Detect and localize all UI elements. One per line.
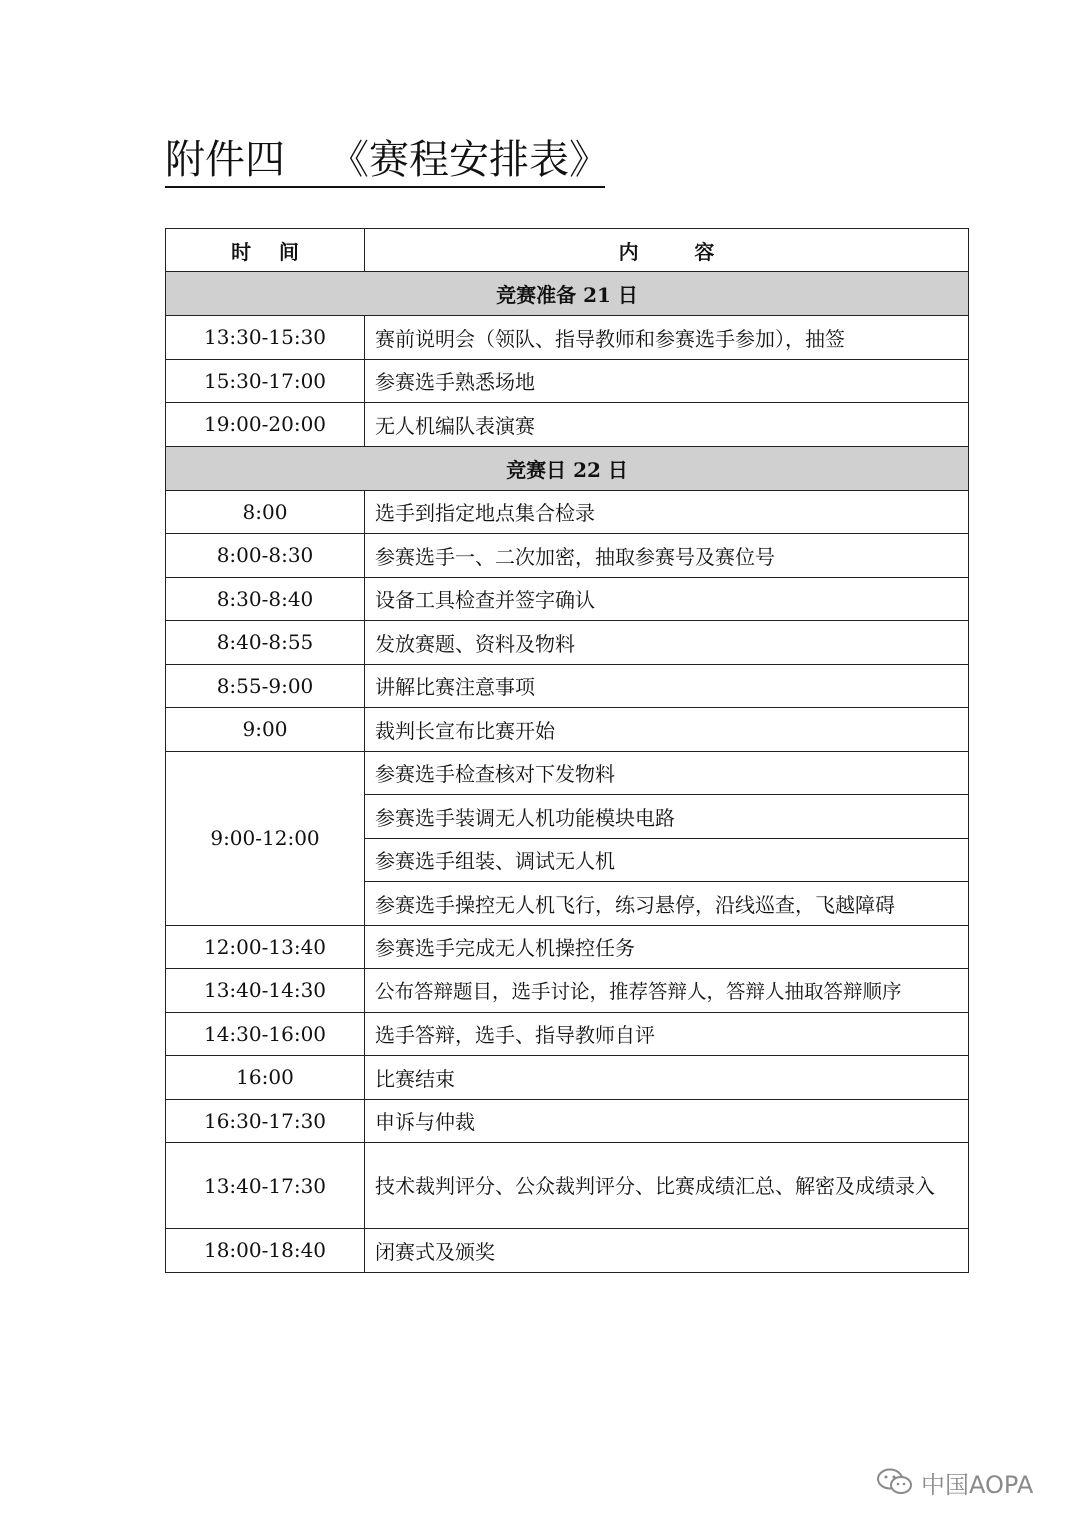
row-time: 8:40-8:55 [166,621,365,665]
row-content: 参赛选手检查核对下发物料 [365,751,969,795]
row-content: 闭赛式及颁奖 [365,1229,969,1273]
table-row [166,316,969,360]
row-content: 比赛结束 [365,1056,969,1100]
section-label: 竞赛准备 21 日 [166,272,969,316]
row-time: 15:30-17:00 [166,359,365,403]
table-row [166,1229,969,1273]
header-content: 内 容 [365,229,969,272]
wechat-icon [875,1467,915,1497]
row-content: 参赛选手熟悉场地 [365,359,969,403]
watermark [875,1464,1065,1500]
row-content: 无人机编队表演赛 [365,403,969,447]
table-row [166,490,969,534]
row-time: 13:40-14:30 [166,969,365,1013]
document-title [165,136,609,188]
row-content: 参赛选手操控无人机飞行，练习悬停，沿线巡查，飞越障碍 [365,882,969,926]
row-time: 8:00 [166,490,365,534]
header-time: 时 间 [166,229,365,272]
table-row [166,359,969,403]
row-content: 参赛选手装调无人机功能模块电路 [365,795,969,839]
table-row [166,708,969,752]
row-content: 参赛选手一、二次加密，抽取参赛号及赛位号 [365,534,969,578]
table-header-row [166,229,969,272]
table-row [166,751,969,795]
section-row [166,272,969,316]
schedule-table [165,228,969,1273]
row-time: 12:00-13:40 [166,925,365,969]
row-time: 16:30-17:30 [166,1099,365,1143]
row-time: 16:00 [166,1056,365,1100]
table-row [166,403,969,447]
row-time: 8:00-8:30 [166,534,365,578]
watermark-text: 中国AOPA [921,1470,1034,1499]
row-content: 裁判长宣布比赛开始 [365,708,969,752]
table-row [166,1012,969,1056]
row-content: 设备工具检查并签字确认 [365,577,969,621]
row-content: 参赛选手组装、调试无人机 [365,838,969,882]
row-content: 技术裁判评分、公众裁判评分、比赛成绩汇总、解密及成绩录入 [365,1143,969,1229]
row-content: 讲解比赛注意事项 [365,664,969,708]
table-row [166,925,969,969]
row-time: 19:00-20:00 [166,403,365,447]
row-content: 发放赛题、资料及物料 [365,621,969,665]
table-row [166,664,969,708]
row-time: 9:00 [166,708,365,752]
row-content: 申诉与仲裁 [365,1099,969,1143]
row-content: 选手到指定地点集合检录 [365,490,969,534]
row-content: 选手答辩，选手、指导教师自评 [365,1012,969,1056]
table-row [166,621,969,665]
table-row [166,1056,969,1100]
table-row [166,1099,969,1143]
row-time: 14:30-16:00 [166,1012,365,1056]
row-time: 8:55-9:00 [166,664,365,708]
row-time: 9:00-12:00 [166,751,365,925]
row-time: 18:00-18:40 [166,1229,365,1273]
row-content: 参赛选手完成无人机操控任务 [365,925,969,969]
row-content: 公布答辩题目，选手讨论，推荐答辩人，答辩人抽取答辩顺序 [365,969,969,1013]
title-main: 《赛程安排表》 [329,137,609,183]
section-label: 竞赛日 22 日 [166,446,969,490]
table-row [166,534,969,578]
title-prefix: 附件四 [165,137,285,183]
table-row [166,577,969,621]
table-row [166,969,969,1013]
row-time: 13:40-17:30 [166,1143,365,1229]
section-row [166,446,969,490]
table-row [166,1143,969,1229]
row-time: 13:30-15:30 [166,316,365,360]
row-time: 8:30-8:40 [166,577,365,621]
row-content: 赛前说明会（领队、指导教师和参赛选手参加），抽签 [365,316,969,360]
